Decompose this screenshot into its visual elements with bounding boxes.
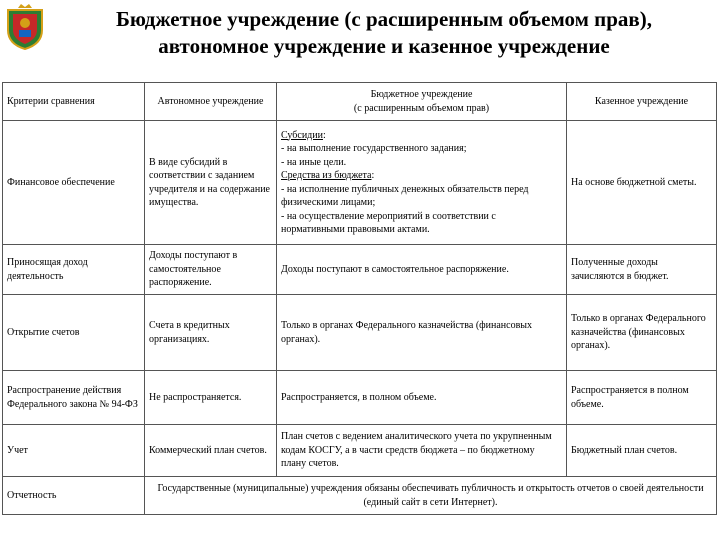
- cell-criterion: Распространение действия Федерального закона № 94-ФЗ: [3, 371, 145, 425]
- cell-reporting-merged: Государственные (муниципальные) учреждения обязаны обеспечивать публичность и открытость отчетов о своей деятельности (единый сайт в сети Интернет).: [145, 477, 717, 515]
- cell-criterion: Финансовое обеспечение: [3, 121, 145, 245]
- cell-budget: Распространяется, в полном объеме.: [277, 371, 567, 425]
- cell-budget: Только в органах Федерального казначейства (финансовых органах).: [277, 295, 567, 371]
- title-line-2: автономное учреждение и казенное учреждение: [158, 34, 610, 58]
- title-line-1: Бюджетное учреждение (с расширенным объемом прав),: [115, 7, 653, 31]
- header-budget-line1: Бюджетное учреждение: [370, 89, 473, 100]
- table-row: [3, 245, 717, 295]
- cell-autonomous: В виде субсидий в соответствии с заданием учредителя и на содержание имущества.: [145, 121, 277, 245]
- budget-line: - на выполнение государственного задания;: [281, 143, 467, 154]
- cell-state: Распространяется в полном объеме.: [567, 371, 717, 425]
- header-autonomous: Автономное учреждение: [145, 83, 277, 121]
- cell-criterion: Отчетность: [3, 477, 145, 515]
- cell-criterion: Открытие счетов: [3, 295, 145, 371]
- table-row: [3, 295, 717, 371]
- cell-autonomous: Коммерческий план счетов.: [145, 425, 277, 477]
- budget-subsidies-heading: Субсидии:: [281, 129, 326, 141]
- budget-line: - на иные цели.: [281, 156, 347, 168]
- table-header-row: [3, 83, 717, 121]
- header-budget: [277, 83, 567, 121]
- cell-state: На основе бюджетной сметы.: [567, 121, 717, 245]
- budget-line: - на осуществление мероприятий в соответствии с нормативными правовыми актами.: [281, 210, 496, 235]
- table-row: [3, 121, 717, 245]
- cell-budget: [277, 121, 567, 245]
- header-state: Казенное учреждение: [567, 83, 717, 121]
- comparison-table: [2, 82, 717, 515]
- cell-criterion: Учет: [3, 425, 145, 477]
- page-title: [50, 6, 718, 60]
- cell-criterion: Приносящая доход деятельность: [3, 245, 145, 295]
- cell-state: Бюджетный план счетов.: [567, 425, 717, 477]
- cell-budget: План счетов с ведением аналитического учета по укрупненным кодам КОСГУ, а в части средств бюджета – по бюджетному плану счетов.: [277, 425, 567, 477]
- cell-autonomous: Не распространяется.: [145, 371, 277, 425]
- cell-autonomous: Доходы поступают в самостоятельное распоряжение.: [145, 245, 277, 295]
- coat-of-arms-icon: [4, 4, 46, 50]
- cell-state: Только в органах Федерального казначейства (финансовых органах).: [567, 295, 717, 371]
- table-row: [3, 425, 717, 477]
- cell-budget: Доходы поступают в самостоятельное распоряжение.: [277, 245, 567, 295]
- header-criteria: Критерии сравнения: [3, 83, 145, 121]
- budget-funds-heading: Средства из бюджета:: [281, 170, 375, 181]
- table-row: [3, 477, 717, 515]
- budget-line: - на исполнение публичных денежных обязательств перед физическими лицами;: [281, 183, 529, 208]
- table-row: [3, 371, 717, 425]
- cell-state: Полученные доходы зачисляются в бюджет.: [567, 245, 717, 295]
- cell-autonomous: Счета в кредитных организациях.: [145, 295, 277, 371]
- header-budget-line2: (с расширенным объемом прав): [353, 102, 490, 114]
